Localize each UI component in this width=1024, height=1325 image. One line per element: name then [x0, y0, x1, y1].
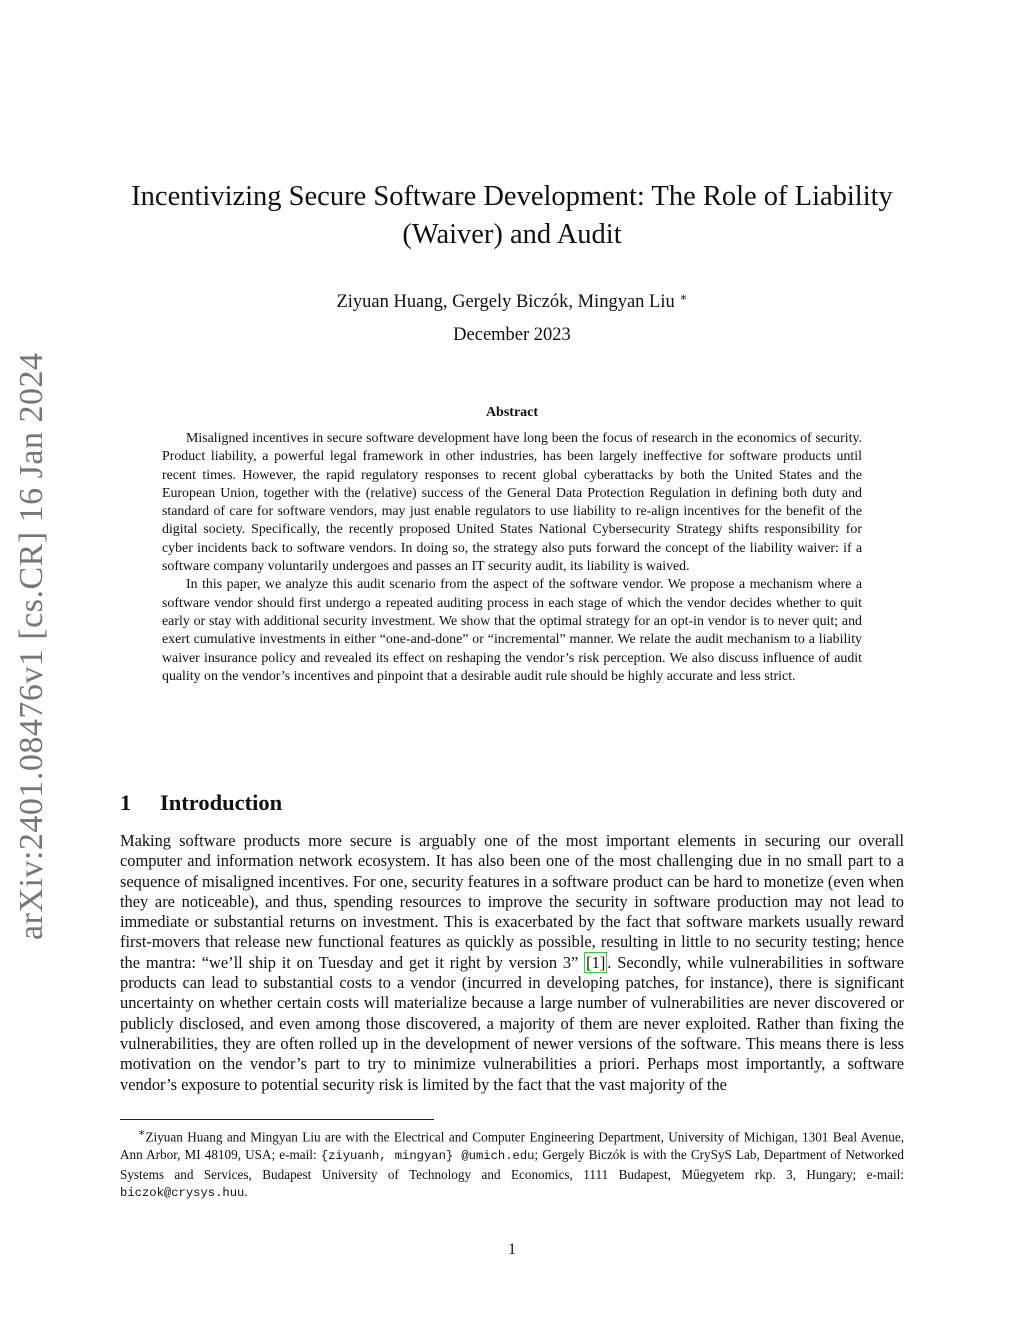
publication-date: December 2023: [453, 325, 571, 345]
intro-text-after-citation: . Secondly, while vulnerabilities in software products can lead to substantial costs to a vendor (incurred in developing patches, for instance), there is significant uncertainty on whether certain costs will materialize because a large number of vulnerabilities are never discovered or publicly disclosed, and even among those discovered, a majority of them are never exploited. Rather than fixing the vulnerabilities, they are often rolled up in the development of newer versions of the software. This means there is less motivation on the vendor’s part to try to minimize vulnerabilities a priori. Perhaps most importantly, a software vendor’s exposure to potential security risk is limited by the fact that the vast majority of the: [120, 952, 904, 1094]
footnote-mark: ∗: [138, 1127, 146, 1139]
footnote-text-part: .: [244, 1184, 248, 1200]
introduction-paragraph: [120, 831, 904, 1095]
footnote-text-part: Ziyuan Huang and Mingyan Liu are with the Electrical and Computer Engineering Department, University of Michigan, 1301 Beal Avenue, Ann Arbor, MI 48109, USA; e-mail:: [120, 1129, 904, 1162]
section-title: Introduction: [160, 790, 283, 815]
intro-text-before-citation: Making software products more secure is arguably one of the most important elements in securing our overall computer and information network ecosystem. It has also been one of the most challenging due in no small part to a sequence of misaligned incentives. For one, security features in a software product can be hard to monetize (even when they are noticeable), and thus, spending resources to improve the security in software production may not lead to immediate or substantial returns on investment. This is exacerbated by the fact that software markets usually reward first-movers that release new functional features as quickly as possible, resulting in little to no security testing; hence the mantra: “we’ll ship it on Tuesday and get it right by version 3”: [120, 831, 904, 972]
author-footnote-mark: ∗: [679, 290, 688, 304]
section-heading-introduction: [120, 788, 904, 818]
footnote-email-crysys: biczok@crysys.huu: [120, 1186, 245, 1201]
author-affiliation-footnote: [120, 1125, 904, 1203]
footnote-email-umich: {ziyuanh, mingyan} @umich.edu: [320, 1148, 535, 1163]
arxiv-identifier-stamp: arXiv:2401.08476v1 [cs.CR] 16 Jan 2024: [13, 352, 50, 940]
page-number: 1: [508, 1241, 516, 1258]
section-number: 1: [120, 790, 132, 815]
footnote-divider: [120, 1119, 434, 1120]
author-names: Ziyuan Huang, Gergely Biczók, Mingyan Liu: [336, 292, 675, 312]
abstract-heading: Abstract: [485, 405, 539, 420]
paper-title: Incentivizing Secure Software Development: The Role of Liability (Waiver) and Audit: [131, 181, 893, 250]
abstract-paragraph: Misaligned incentives in secure software development have long been the focus of research in the economics of security. Product liability, a powerful legal framework in other industries, has been largely ineffective for software products until recent times. However, the rapid regulatory responses to recent global cyberattacks by both the United States and the European Union, together with the (relative) success of the General Data Protection Regulation in defining both duty and standard of care for software vendors, may just enable regulators to use liability to re-align incentives for the benefit of the digital society. Specifically, the recently proposed United States National Cybersecurity Strategy shifts responsibility for cyber incidents back to software vendors. In doing so, the strategy also puts forward the concept of the liability waiver: if a software company voluntarily undergoes and passes an IT security audit, its liability is waived.: [162, 431, 862, 575]
footnote-text-part: ; Gergely Biczók is with the CrySyS Lab, Department of Networked Systems and Services, Budapest University of Technology and Economics, 1111 Budapest, Műegyetem rkp. 3, Hungary; e-mail:: [120, 1146, 904, 1182]
author-line: [100, 285, 924, 314]
abstract-paragraph: In this paper, we analyze this audit scenario from the aspect of the software vendor. We propose a mechanism where a software vendor should first undergo a repeated auditing process in each stage of which the vendor decides whether to quit early or stay with additional security investment. We show that the optimal strategy for an opt-in vendor is to never quit; and exert cumulative investments in either “one-and-done” or “incremental” manner. We relate the audit mechanism to a liability waiver insurance policy and revealed its effect on reshaping the vendor’s risk perception. We also discuss influence of audit quality on the vendor’s incentives and pinpoint that a desirable audit rule should be highly accurate and less strict.: [162, 577, 862, 684]
introduction-body: [120, 831, 904, 1095]
footnote-paragraph: [120, 1125, 904, 1203]
abstract-body: [162, 430, 862, 686]
citation-link[interactable]: [1]: [586, 952, 606, 972]
